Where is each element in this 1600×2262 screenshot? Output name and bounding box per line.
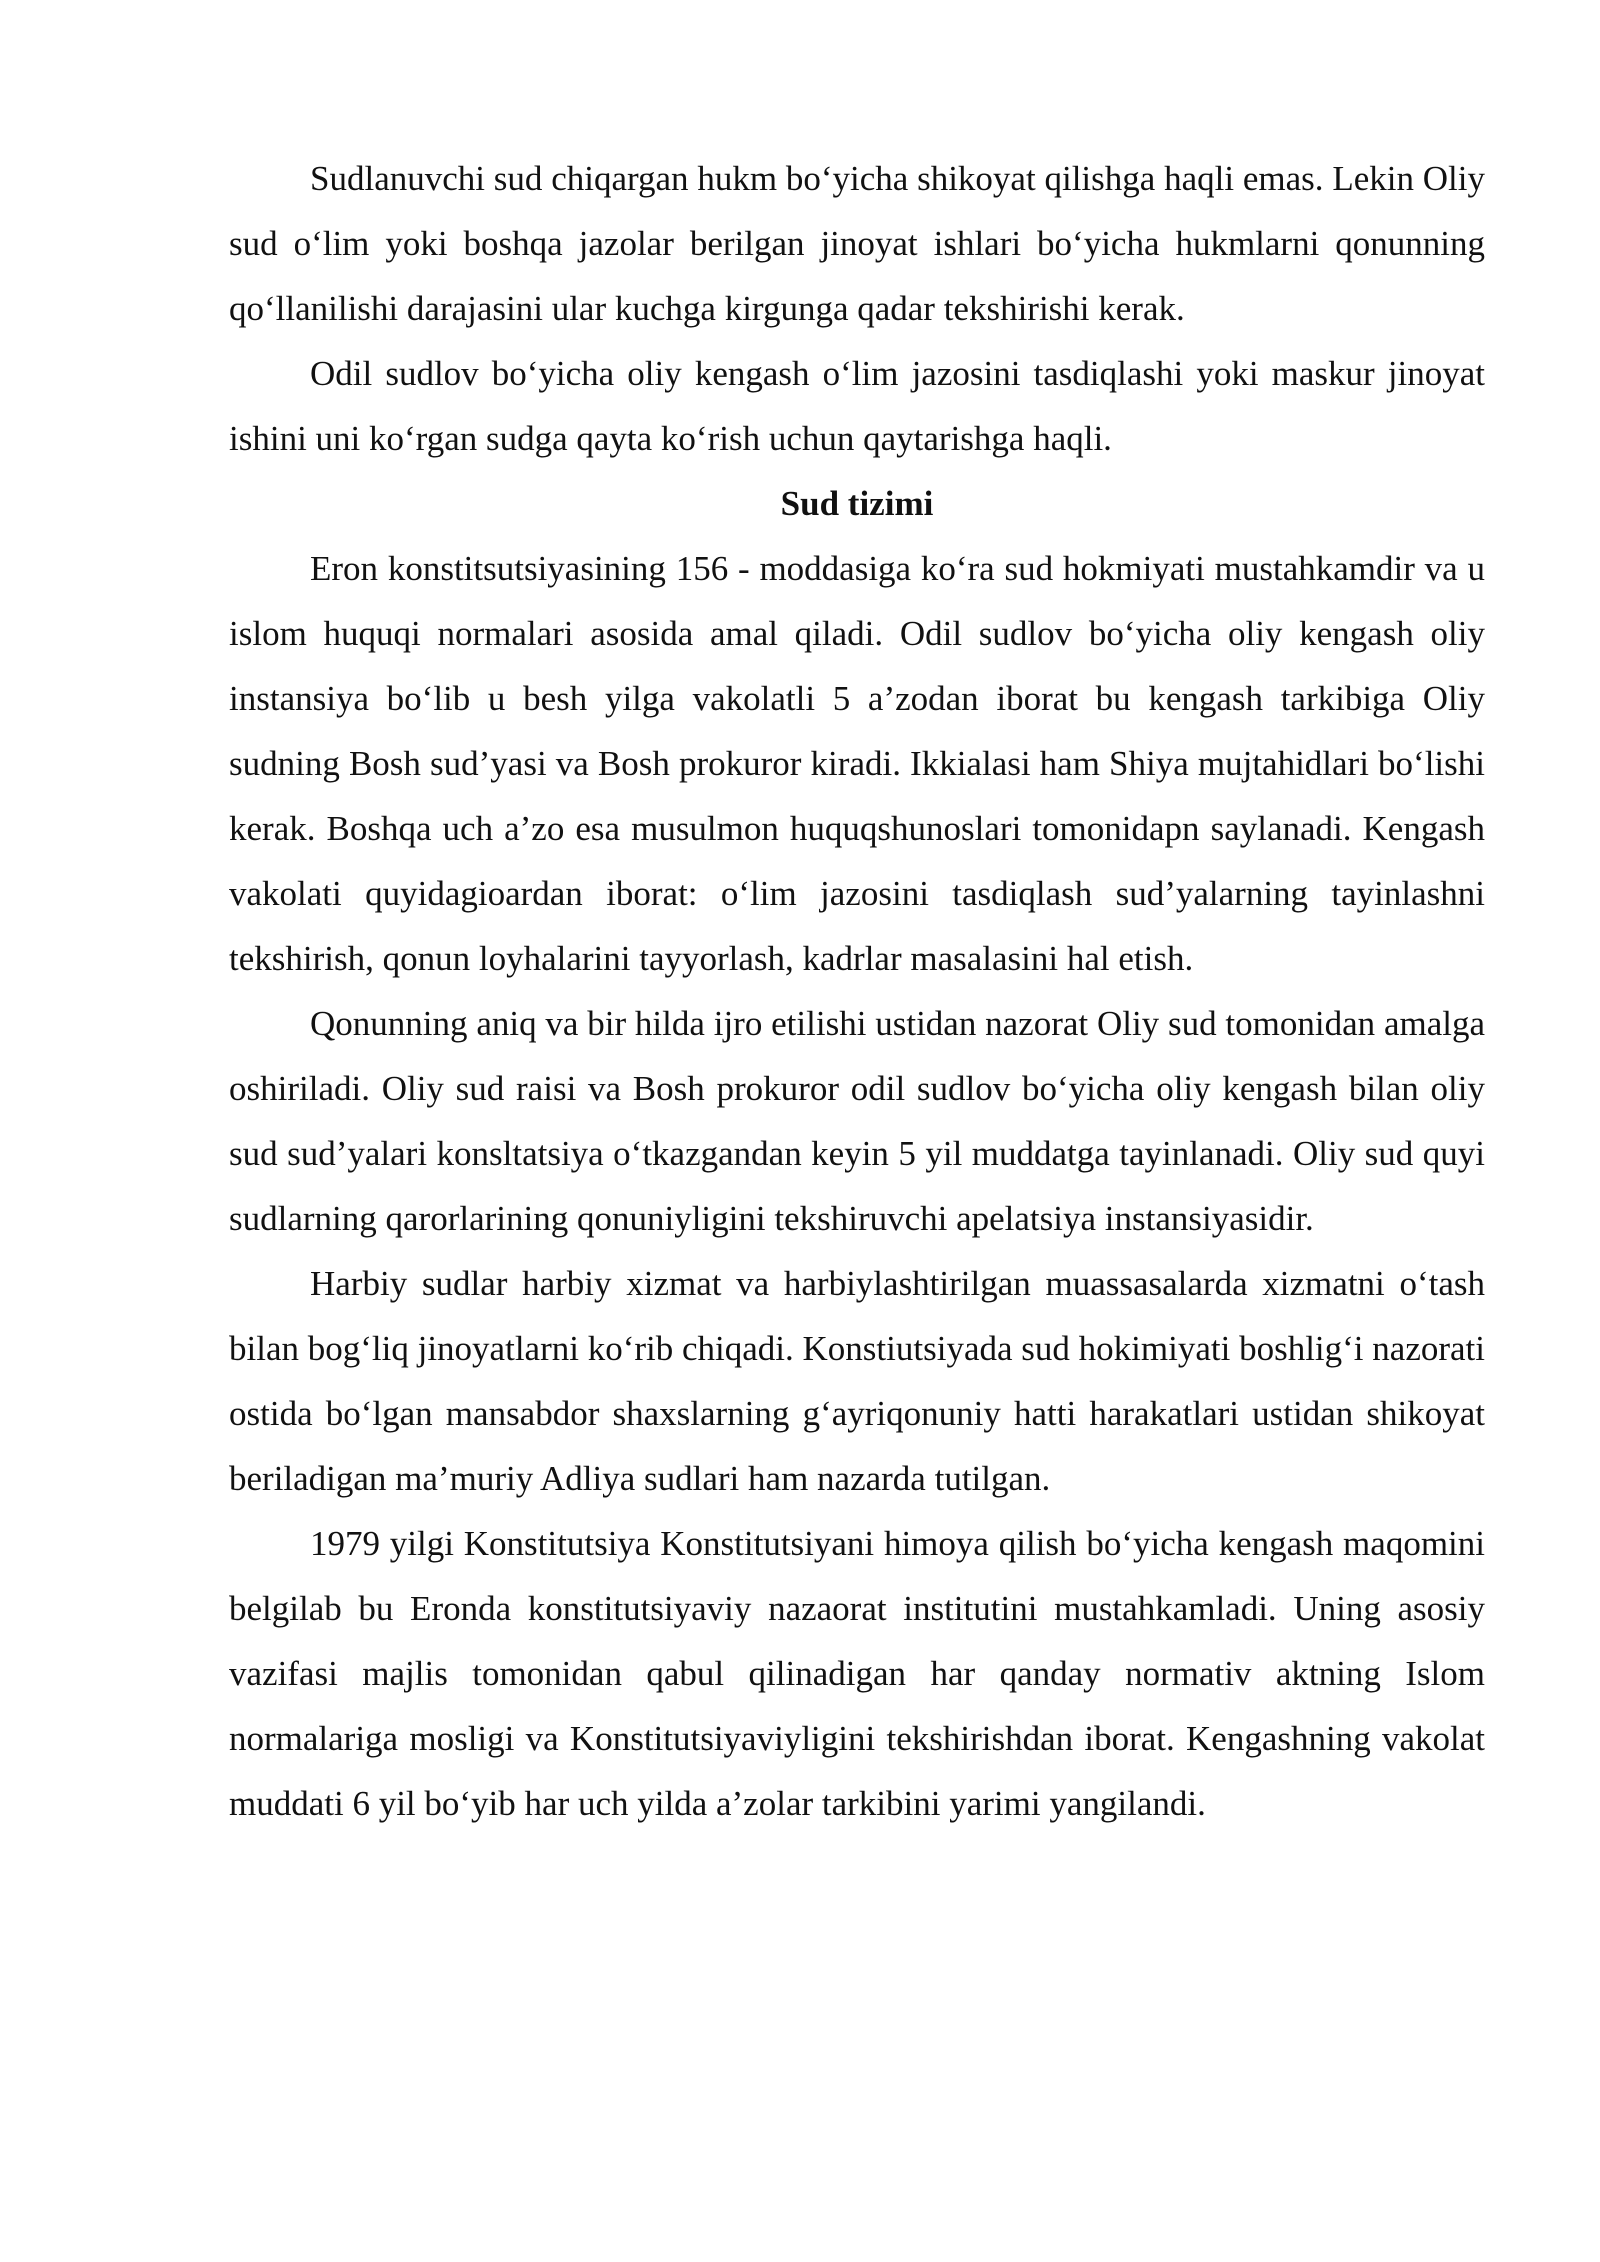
paragraph-supreme-council-powers: Odil sudlov bo‘yicha oliy kengash o‘lim jazosini tasdiqlashi yoki maskur jinoyat ishini uni ko‘rgan sudga qayta ko‘rish uchun qaytarishga haqli.: [229, 354, 1485, 458]
paragraph-judicial-power: Eron konstitsutsiyasining 156 - moddasiga ko‘ra sud hokmiyati mustahkamdir va u islom huquqi normalari asosida amal qiladi. Odil sudlov bo‘yicha oliy kengash oliy instansiya bo‘lib u besh yilga vakolatli 5 a’zodan iborat bu kengash tarkibiga Oliy sudning Bosh sud’yasi va Bosh prokuror kiradi. Ikkialasi ham Shiya mujtahidlari bo‘lishi kerak. Boshqa uch a’zo esa musulmon huquqshunoslari tomonidapn saylanadi. Kengash vakolati quyidagioardan iborat: o‘lim jazosini tasdiqlash sud’yalarning tayinlashni tekshirish, qonun loyhalarini tayyorlash, kadrlar masalasini hal etish.: [229, 549, 1485, 978]
paragraph-constitution-council: 1979 yilgi Konstitutsiya Konstitutsiyani himoya qilish bo‘yicha kengash maqomini belgilab bu Eronda konstitutsiyaviy nazaorat institutini mustahkamladi. Uning asosiy vazifasi majlis tomonidan qabul qilinadigan har qanday normativ aktning Islom normalariga mosligi va Konstitutsiyaviyligini tekshirishdan iborat. Kengashning vakolat muddati 6 yil bo‘yib har uch yilda a’zolar tarkibini yarimi yangilandi.: [229, 1524, 1485, 1823]
document-page: [229, 146, 1485, 1836]
paragraph-appeal-rights: Sudlanuvchi sud chiqargan hukm bo‘yicha shikoyat qilishga haqli emas. Lekin Oliy sud o‘lim yoki boshqa jazolar berilgan jinoyat ishlari bo‘yicha hukmlarni qonunning qo‘llanilishi darajasini ular kuchga kirgunga qadar tekshirishi kerak.: [229, 159, 1485, 328]
section-heading: Sud tizimi: [780, 484, 934, 523]
paragraph-supreme-court: Qonunning aniq va bir hilda ijro etilishi ustidan nazorat Oliy sud tomonidan amalga oshiriladi. Oliy sud raisi va Bosh prokuror odil sudlov bo‘yicha oliy kengash bilan oliy sud sud’yalari konsltatsiya o‘tkazgandan keyin 5 yil muddatga tayinlanadi. Oliy sud quyi sudlarning qarorlarining qonuniyligini tekshiruvchi apelatsiya instansiyasidir.: [229, 1004, 1485, 1238]
paragraph-military-courts: Harbiy sudlar harbiy xizmat va harbiylashtirilgan muassasalarda xizmatni o‘tash bilan bog‘liq jinoyatlarni ko‘rib chiqadi. Konstiutsiyada sud hokimiyati boshlig‘i nazorati ostida bo‘lgan mansabdor shaxslarning g‘ayriqonuniy hatti harakatlari ustidan shikoyat beriladigan ma’muriy Adliya sudlari ham nazarda tutilgan.: [229, 1264, 1485, 1498]
